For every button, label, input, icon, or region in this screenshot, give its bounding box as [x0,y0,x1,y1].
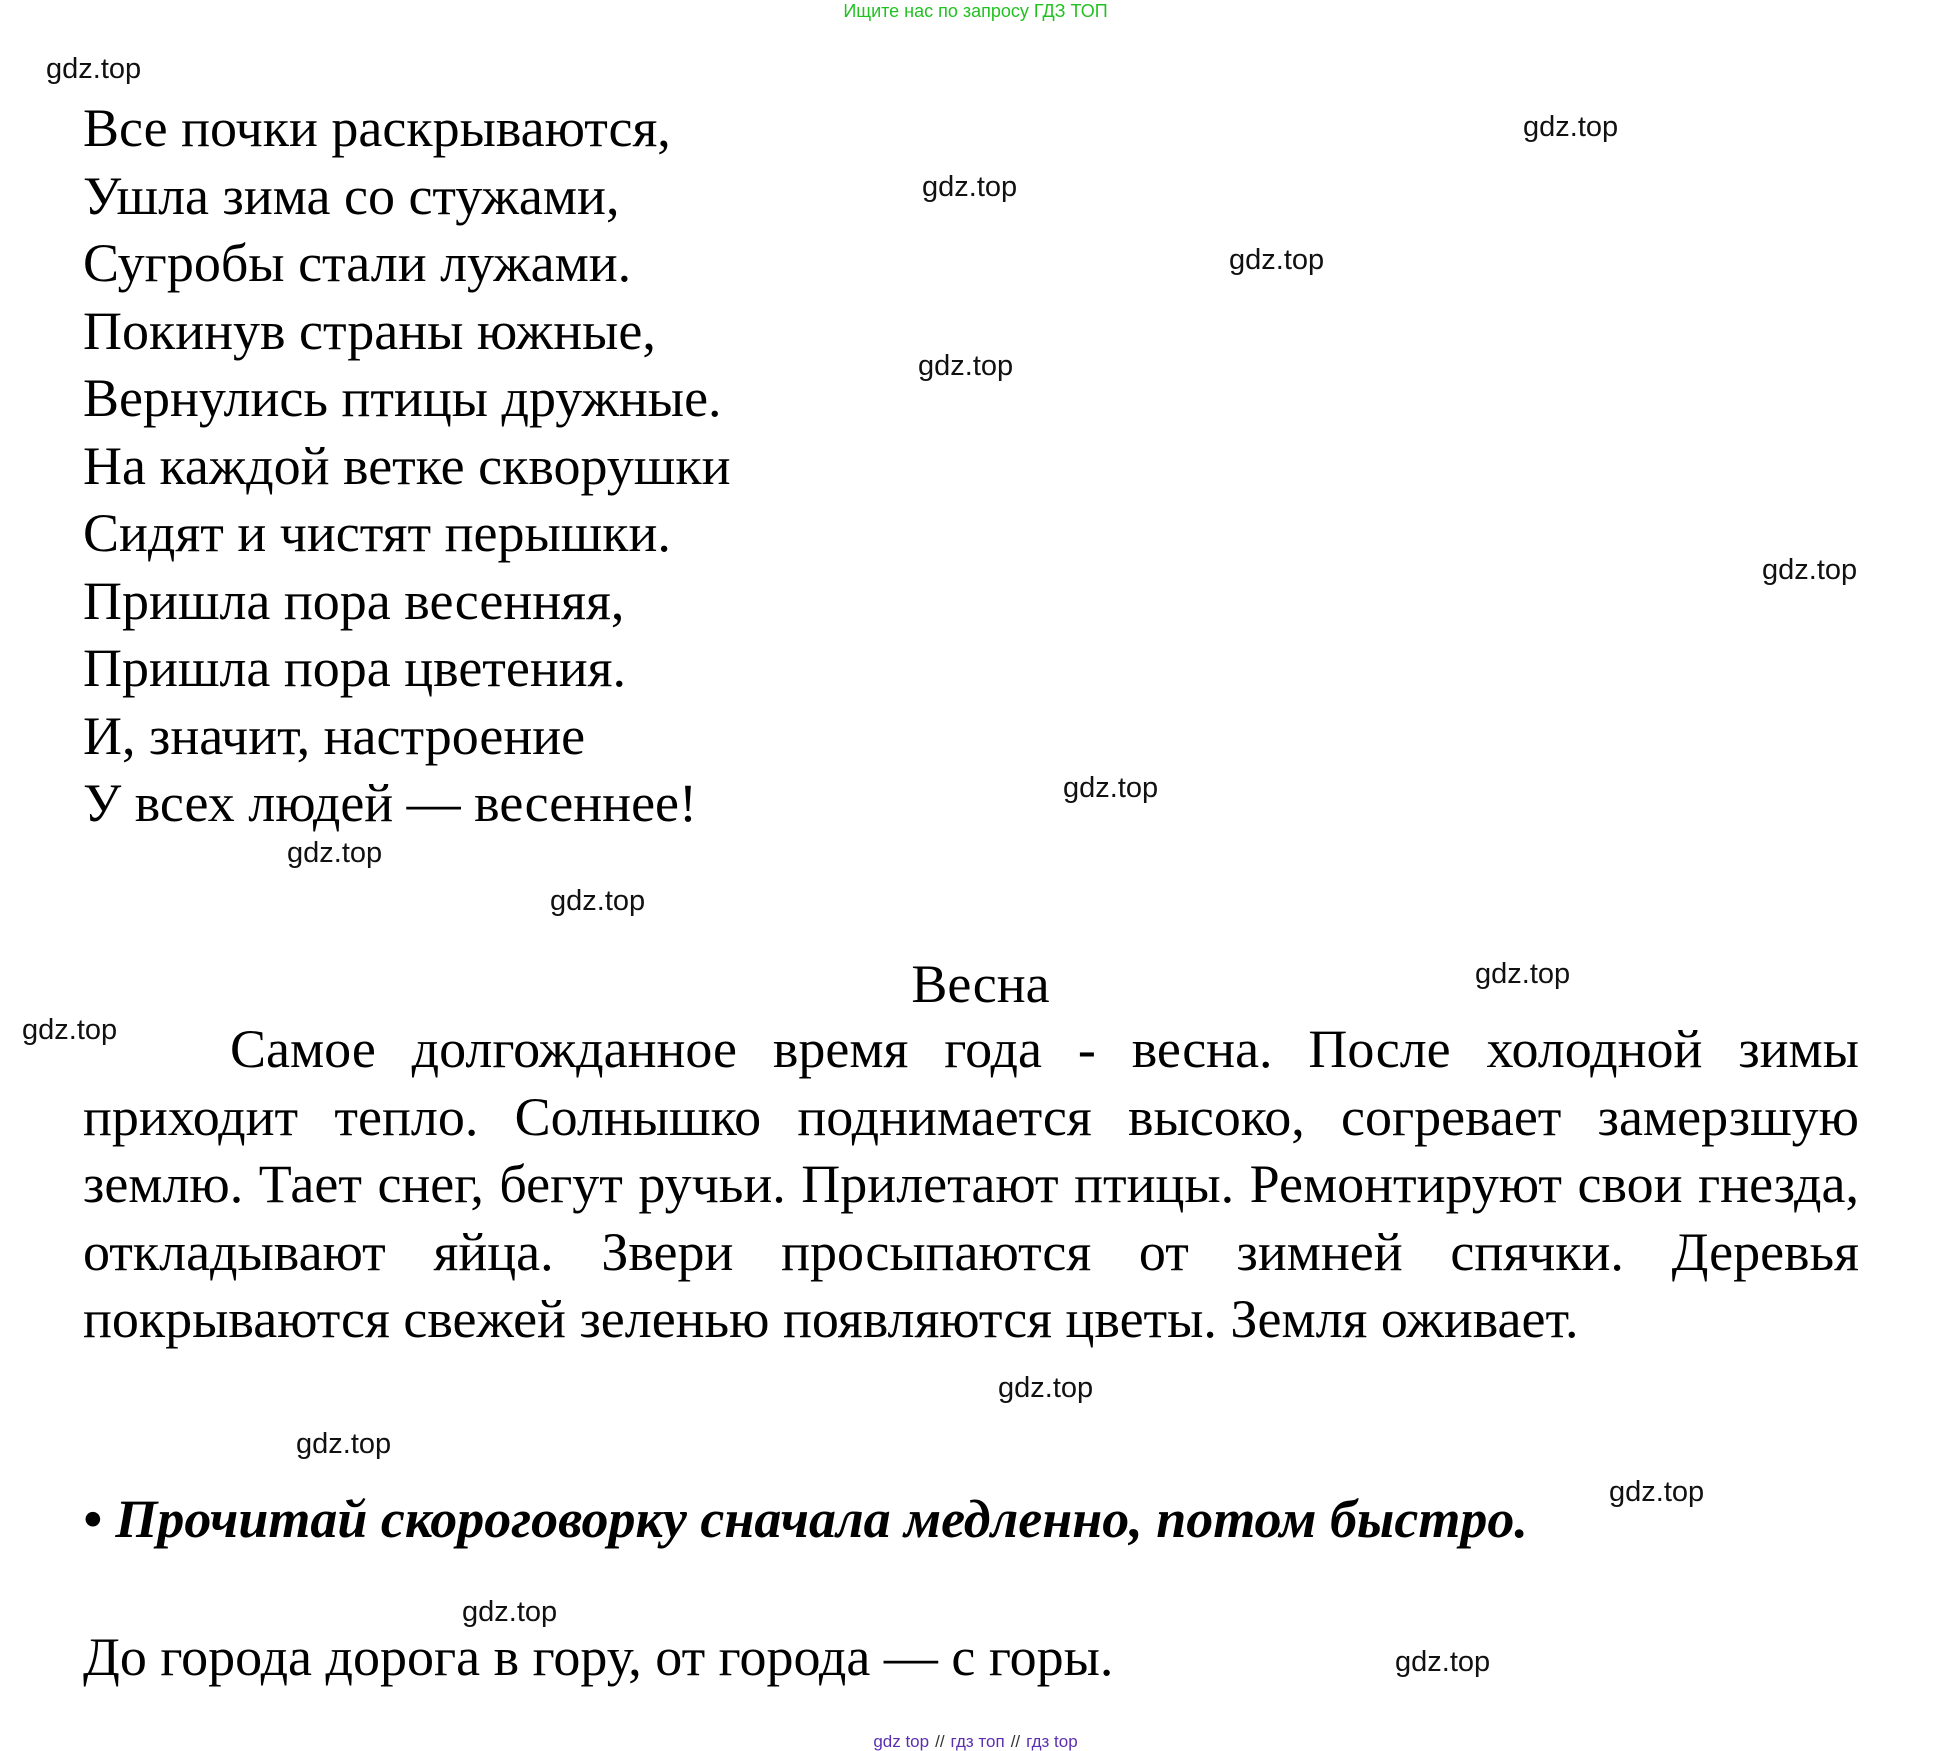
bottom-banner [0,1733,1951,1750]
watermark: gdz.top [922,171,1018,203]
watermark: gdz.top [550,885,646,917]
poem-line: Все почки раскрываются, [83,98,671,158]
poem-line: Покинув страны южные, [83,300,656,361]
poem-line: Пришла пора цветения. [83,638,627,698]
watermark: gdz.top [1395,1646,1491,1678]
top-banner: Ищите нас по запросу ГДЗ ТОП [843,1,1108,21]
poem-line: Ушла зима со стужами, [83,165,620,226]
bottom-banner-separator: // [935,1732,945,1751]
watermark: gdz.top [998,1372,1094,1404]
watermark: gdz.top [1523,111,1619,143]
watermark: gdz.top [918,350,1014,382]
story-text: Самое долгожданное время года - весна. После холодной зимы приходит тепло. Солнышко поднимается высоко, согревает замерзшую землю. Тает снег, бегут ручьи. Прилетают птицы. Ремонтируют свои гнезда, откладывают яйца. Звери просыпаются от зимней спячки. Деревья покрываются свежей зеленью появляются цветы. Земля оживает. [83,1019,1859,1349]
poem-line: Сидят и чистят перышки. [83,503,671,563]
tongue-twister: До города дорога в гору, от города — с горы. [83,1627,1114,1687]
bottom-banner-link[interactable]: gdz top [873,1732,930,1751]
poem-line: Пришла пора весенняя, [83,570,625,631]
poem [83,95,730,838]
watermark: gdz.top [46,53,142,85]
watermark: gdz.top [1063,772,1159,804]
poem-line: Сугробы стали лужами. [83,233,632,293]
watermark: gdz.top [22,1014,118,1046]
watermark: gdz.top [1609,1476,1705,1508]
poem-line: У всех людей — весеннее! [83,773,697,833]
bottom-banner-link[interactable]: гдз top [1026,1732,1078,1751]
watermark: gdz.top [1762,554,1858,586]
task-instruction: • Прочитай скороговорку сначала медленно, потом быстро. [83,1489,1528,1549]
story-title [0,953,1951,1015]
poem-line: И, значит, настроение [83,705,586,766]
bottom-banner-separator: // [1010,1732,1021,1751]
watermark: gdz.top [287,837,383,869]
watermark: gdz.top [1229,244,1325,276]
bottom-banner-link[interactable]: гдз топ [950,1732,1005,1751]
watermark: gdz.top [296,1428,392,1460]
poem-line: На каждой ветке скворушки [83,435,731,496]
watermark: gdz.top [1475,958,1571,990]
story-title-text: Весна [911,954,1050,1014]
watermark: gdz.top [462,1596,558,1628]
poem-line: Вернулись птицы дружные. [83,368,722,428]
